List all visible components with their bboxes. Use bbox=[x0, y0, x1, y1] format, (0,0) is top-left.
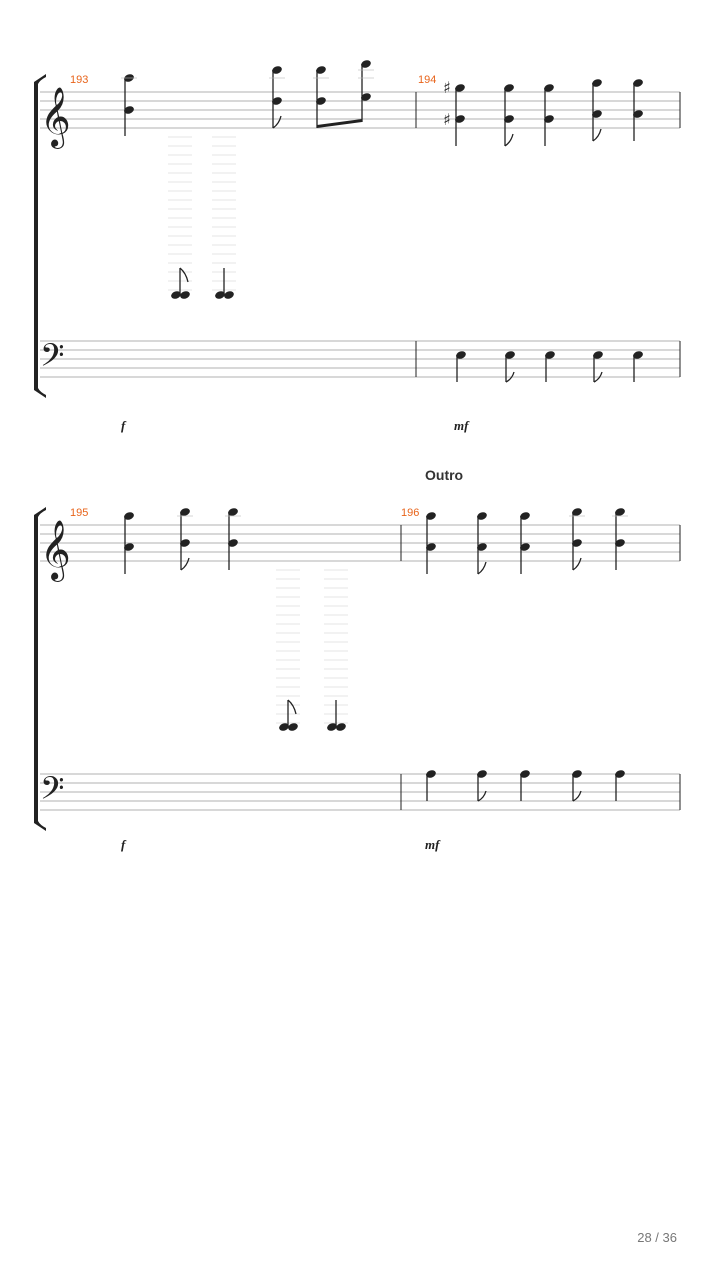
note-chord bbox=[612, 507, 628, 570]
note-chord bbox=[519, 511, 531, 574]
treble-staff bbox=[40, 92, 680, 128]
measure-number: 196 bbox=[401, 507, 420, 519]
note-chord bbox=[123, 511, 135, 574]
dynamic-marking: f bbox=[121, 837, 126, 852]
system-2 bbox=[34, 467, 680, 852]
treble-notes-196 bbox=[425, 507, 628, 574]
note-chord bbox=[121, 73, 137, 136]
measure-number: 195 bbox=[70, 507, 89, 519]
note-chord bbox=[225, 507, 241, 570]
page-number: 28 / 36 bbox=[637, 1230, 677, 1245]
note-chord bbox=[358, 59, 374, 122]
system-1 bbox=[34, 59, 680, 433]
bass-clef-icon: 𝄢 bbox=[40, 337, 65, 381]
bass-clef-icon: 𝄢 bbox=[40, 770, 65, 814]
sharp-icon: ♯ bbox=[443, 110, 451, 129]
beam bbox=[317, 119, 362, 128]
note-chord bbox=[591, 78, 603, 141]
dynamic-marking: f bbox=[121, 418, 126, 433]
ledger-notes-193 bbox=[168, 137, 236, 300]
treble-staff bbox=[40, 525, 680, 561]
note-chord bbox=[425, 511, 437, 574]
dynamic-marking: mf bbox=[425, 837, 440, 852]
note-chord bbox=[177, 507, 193, 570]
note-chord bbox=[476, 511, 488, 574]
sharp-icon: ♯ bbox=[443, 78, 451, 97]
treble-clef-icon: 𝄞 bbox=[40, 520, 71, 580]
dynamic-marking: mf bbox=[454, 418, 469, 433]
treble-notes-193 bbox=[121, 59, 374, 136]
section-label: Outro bbox=[425, 467, 464, 483]
treble-clef-icon: 𝄞 bbox=[40, 87, 71, 147]
note-chord bbox=[313, 65, 329, 128]
measure-number: 194 bbox=[418, 74, 437, 86]
measure-number: 193 bbox=[70, 74, 89, 86]
treble-notes-194 bbox=[443, 78, 644, 146]
treble-notes-195 bbox=[123, 507, 241, 574]
note-chord bbox=[269, 65, 285, 128]
bass-staff bbox=[40, 774, 680, 810]
bass-staff bbox=[40, 341, 680, 377]
barlines bbox=[401, 525, 680, 810]
note-chord bbox=[569, 507, 585, 570]
note-chord bbox=[632, 78, 644, 141]
ledger-notes-195 bbox=[276, 570, 348, 732]
